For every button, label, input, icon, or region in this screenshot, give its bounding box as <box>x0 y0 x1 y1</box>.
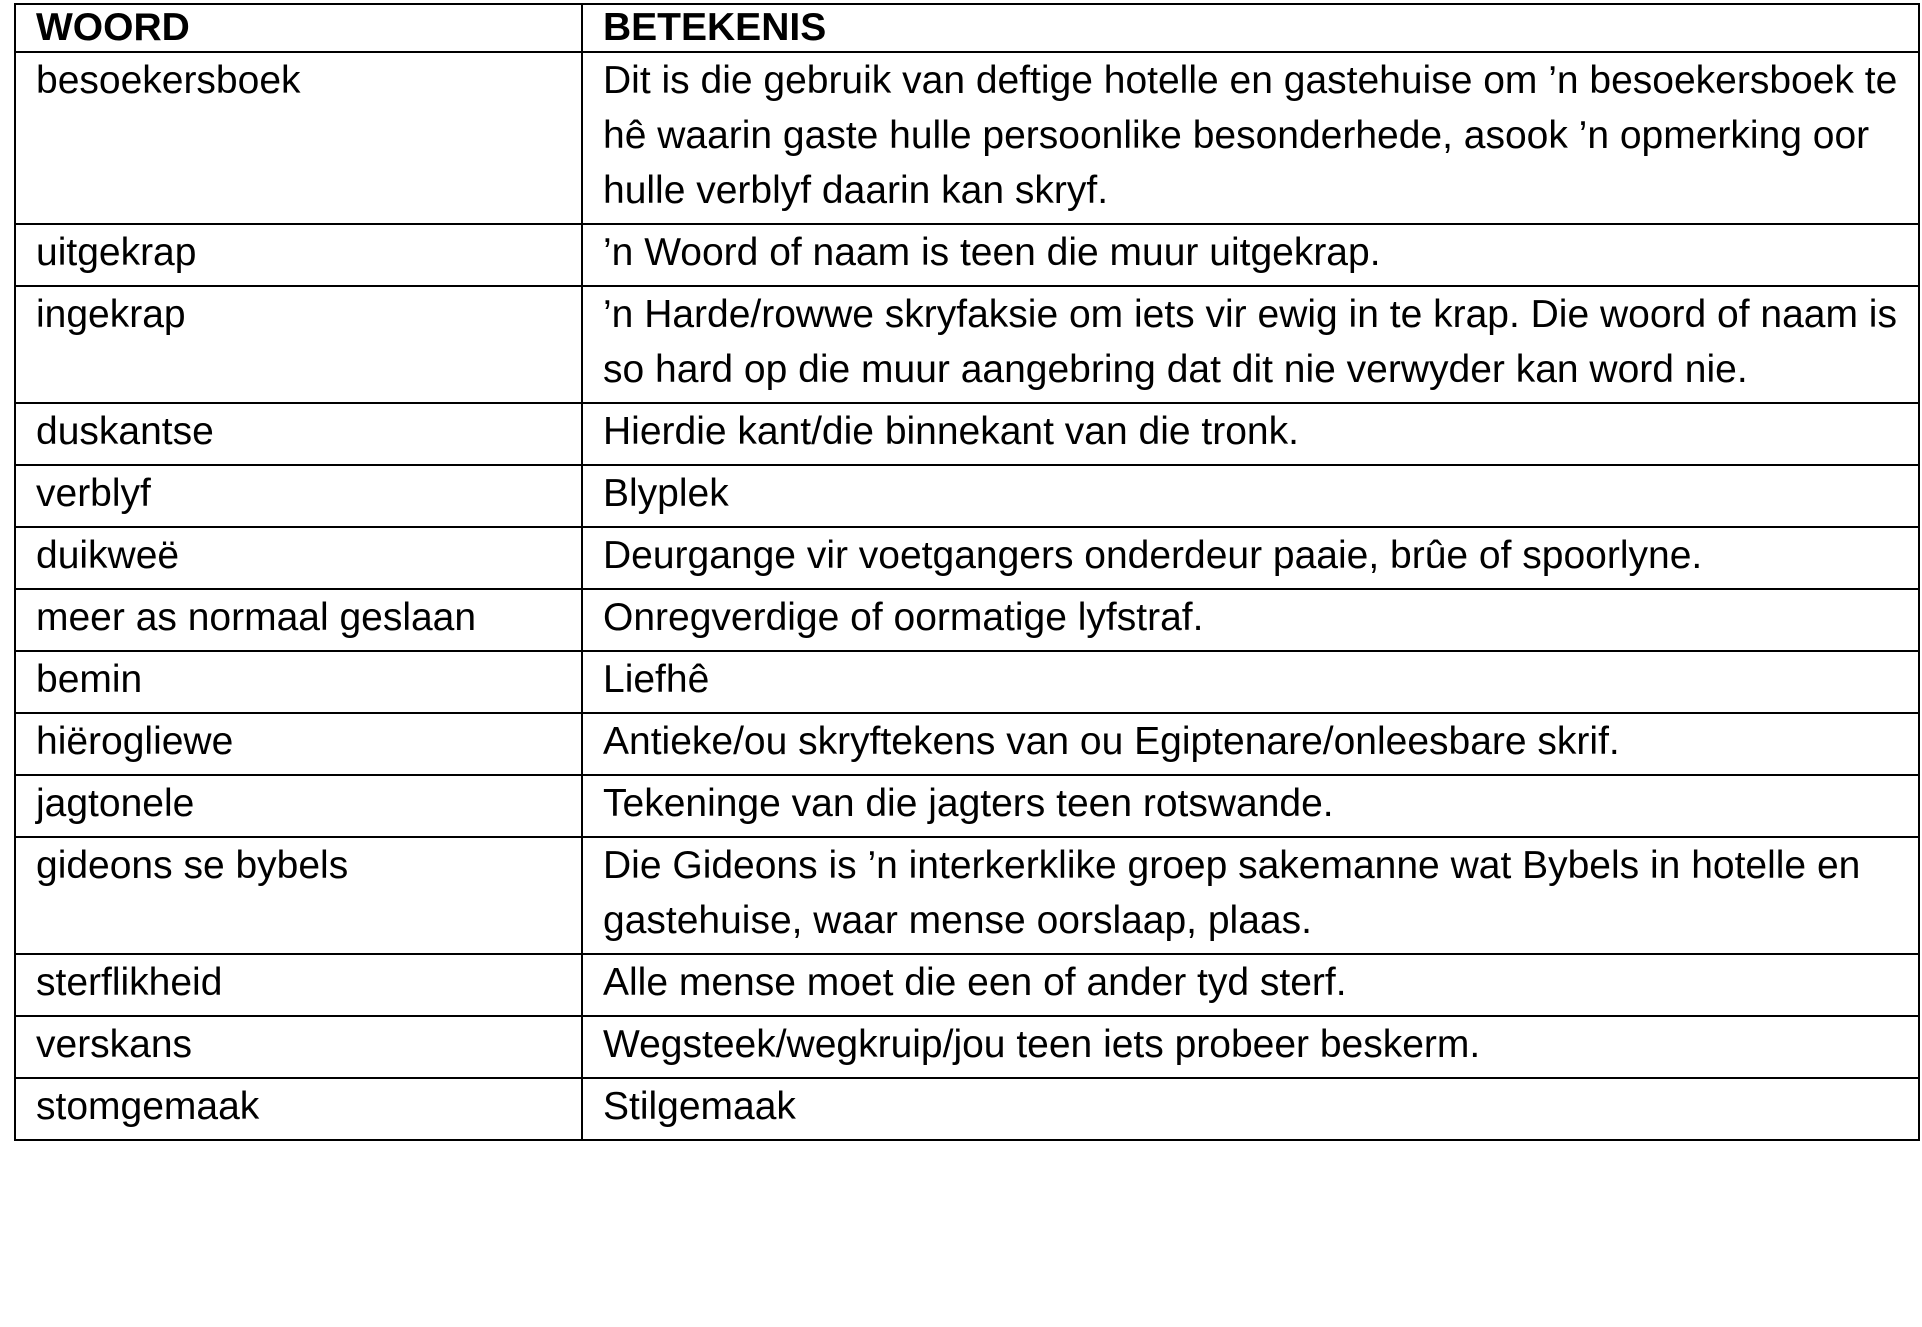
table-row <box>15 589 1919 651</box>
table-row <box>15 1016 1919 1078</box>
table-row <box>15 713 1919 775</box>
word-cell: stomgemaak <box>15 1078 582 1140</box>
column-header-meaning: BETEKENIS <box>582 4 1919 52</box>
meaning-cell: Liefhê <box>582 651 1919 713</box>
word-cell: meer as normaal geslaan <box>15 589 582 651</box>
meaning-cell: Blyplek <box>582 465 1919 527</box>
meaning-cell: Tekeninge van die jagters teen rotswande. <box>582 775 1919 837</box>
table-row <box>15 224 1919 286</box>
glossary-table <box>14 3 1920 1141</box>
meaning-cell: Alle mense moet die een of ander tyd sterf. <box>582 954 1919 1016</box>
meaning-cell: ’n Woord of naam is teen die muur uitgekrap. <box>582 224 1919 286</box>
column-header-word: WOORD <box>15 4 582 52</box>
table-row <box>15 1078 1919 1140</box>
meaning-cell: Hierdie kant/die binnekant van die tronk. <box>582 403 1919 465</box>
table-row <box>15 286 1919 403</box>
table-row <box>15 465 1919 527</box>
word-cell: jagtonele <box>15 775 582 837</box>
table-row <box>15 775 1919 837</box>
word-cell: besoekersboek <box>15 52 582 224</box>
word-cell: gideons se bybels <box>15 837 582 954</box>
word-cell: verblyf <box>15 465 582 527</box>
meaning-cell: Antieke/ou skryftekens van ou Egiptenare/onleesbare skrif. <box>582 713 1919 775</box>
meaning-cell: Stilgemaak <box>582 1078 1919 1140</box>
meaning-cell: Dit is die gebruik van deftige hotelle en gastehuise om ’n besoekersboek te hê waarin gaste hulle persoonlike besonderhede, asook ’n opmerking oor hulle verblyf daarin kan skryf. <box>582 52 1919 224</box>
word-cell: ingekrap <box>15 286 582 403</box>
table-row <box>15 837 1919 954</box>
meaning-cell: ’n Harde/rowwe skryfaksie om iets vir ewig in te krap. Die woord of naam is so hard op die muur aangebring dat dit nie verwyder kan word nie. <box>582 286 1919 403</box>
table-row <box>15 52 1919 224</box>
meaning-cell: Wegsteek/wegkruip/jou teen iets probeer beskerm. <box>582 1016 1919 1078</box>
word-cell: verskans <box>15 1016 582 1078</box>
word-cell: duikweë <box>15 527 582 589</box>
word-cell: hiërogliewe <box>15 713 582 775</box>
word-cell: bemin <box>15 651 582 713</box>
table-row <box>15 954 1919 1016</box>
meaning-cell: Onregverdige of oormatige lyfstraf. <box>582 589 1919 651</box>
word-cell: uitgekrap <box>15 224 582 286</box>
meaning-cell: Die Gideons is ’n interkerklike groep sakemanne wat Bybels in hotelle en gastehuise, waar mense oorslaap, plaas. <box>582 837 1919 954</box>
table-row <box>15 651 1919 713</box>
meaning-cell: Deurgange vir voetgangers onderdeur paaie, brûe of spoorlyne. <box>582 527 1919 589</box>
table-header-row <box>15 4 1919 52</box>
word-cell: duskantse <box>15 403 582 465</box>
table-row <box>15 403 1919 465</box>
table-row <box>15 527 1919 589</box>
word-cell: sterflikheid <box>15 954 582 1016</box>
